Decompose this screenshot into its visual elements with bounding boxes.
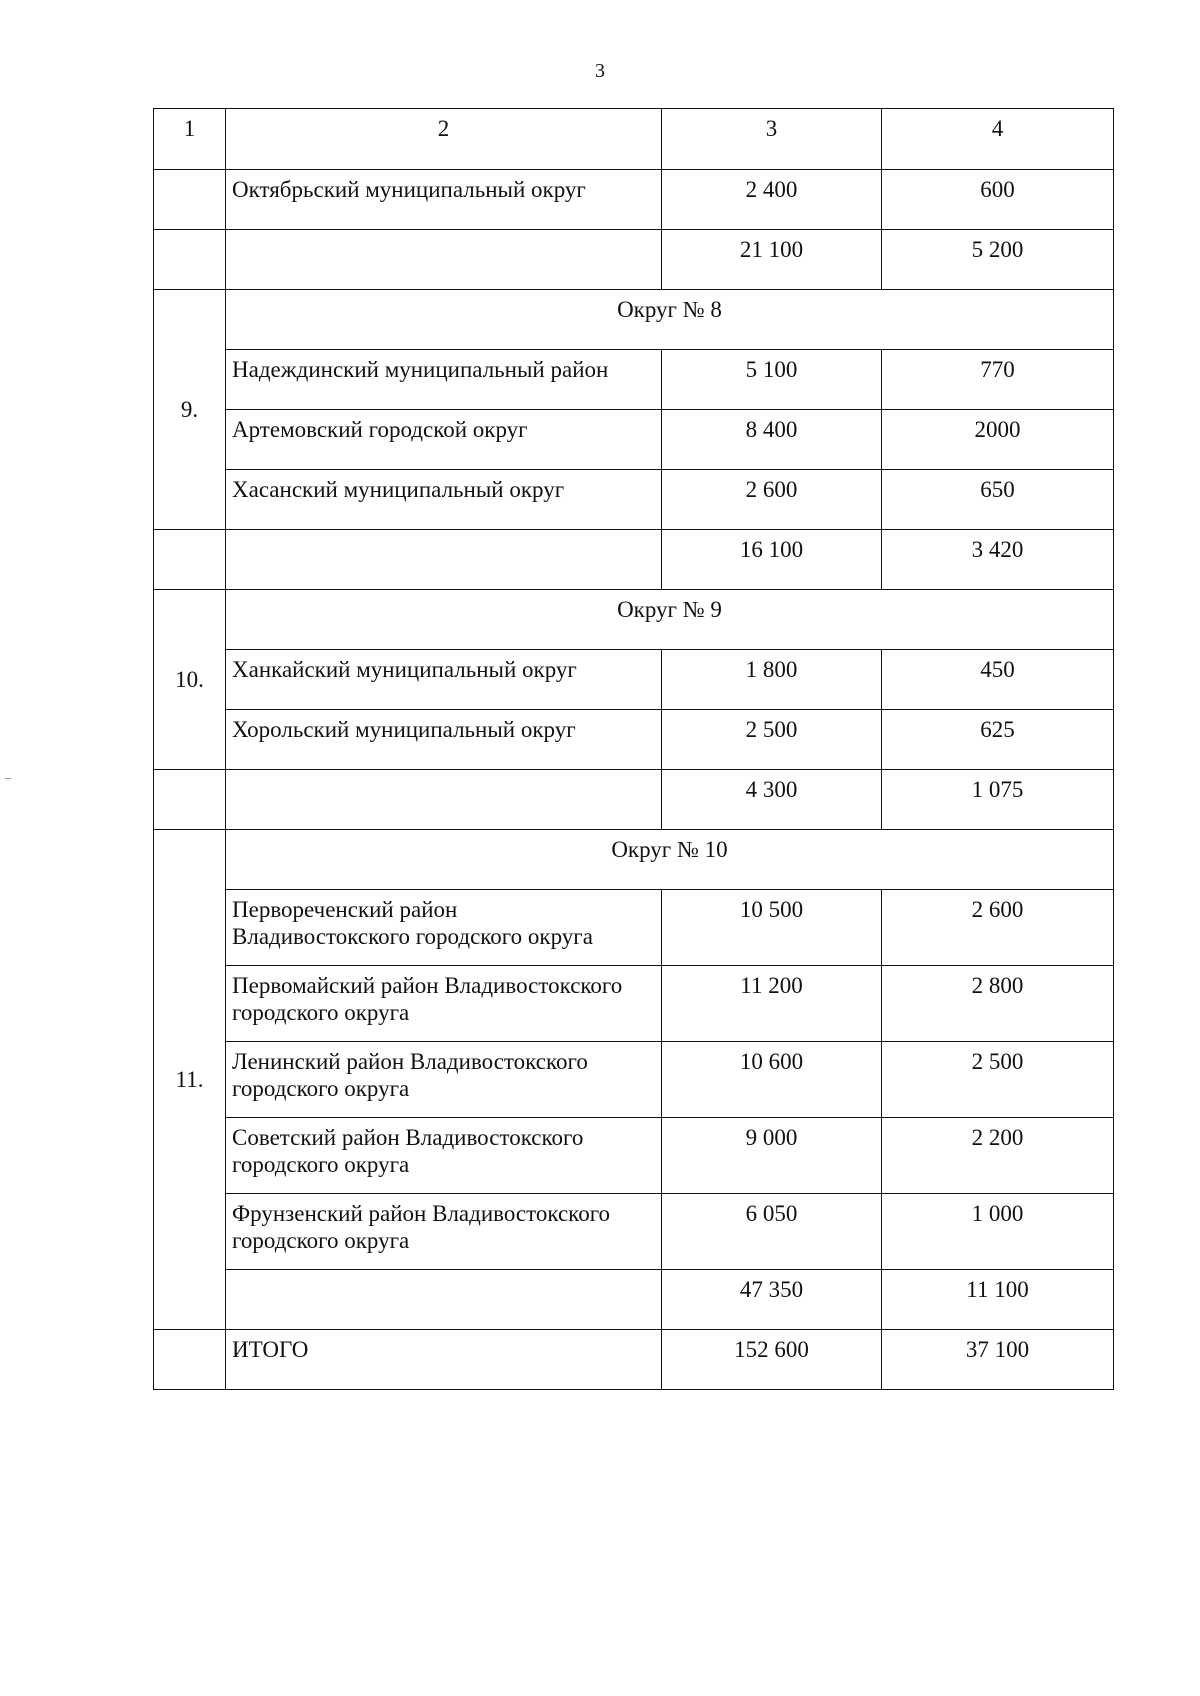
total-row	[154, 1330, 1114, 1390]
name-cell	[226, 890, 662, 966]
name-line: Первореченский район	[232, 897, 458, 922]
name-line: Ленинский район Владивостокского	[232, 1049, 588, 1074]
value-cell: 2 500	[882, 1042, 1114, 1118]
group-index-cell	[154, 590, 226, 770]
value-cell: 2 800	[882, 966, 1114, 1042]
name-cell: Артемовский городской округ	[226, 410, 662, 470]
subtotal-row	[154, 1270, 1114, 1330]
group-title-row	[154, 290, 1114, 350]
page-number: 3	[595, 60, 605, 82]
table-row	[154, 1118, 1114, 1194]
name-line: Советский район Владивостокского	[232, 1125, 584, 1150]
name-cell	[226, 966, 662, 1042]
table-row	[154, 710, 1114, 770]
group-title-row	[154, 830, 1114, 890]
name-line: городского округа	[232, 1152, 410, 1177]
subtotal-row	[154, 530, 1114, 590]
name-line: городского округа	[232, 1228, 410, 1253]
header-cell: 3	[662, 109, 882, 170]
value-cell: 770	[882, 350, 1114, 410]
name-cell	[226, 770, 662, 830]
value-cell: 11 200	[662, 966, 882, 1042]
index-cell	[154, 170, 226, 230]
value-cell: 8 400	[662, 410, 882, 470]
total-label: ИТОГО	[226, 1330, 662, 1390]
name-cell: Хорольский муниципальный округ	[226, 710, 662, 770]
header-cell: 1	[154, 109, 226, 170]
value-cell: 10 500	[662, 890, 882, 966]
value-cell: 4 300	[662, 770, 882, 830]
table-row	[154, 470, 1114, 530]
value-cell: 10 600	[662, 1042, 882, 1118]
group-title: Округ № 10	[226, 830, 1114, 890]
group-index: 10.	[175, 667, 204, 692]
name-line: Фрунзенский район Владивостокского	[232, 1201, 611, 1226]
value-cell: 3 420	[882, 530, 1114, 590]
value-cell: 625	[882, 710, 1114, 770]
name-cell	[226, 1270, 662, 1330]
name-cell	[226, 1042, 662, 1118]
value-cell: 2 500	[662, 710, 882, 770]
header-cell: 4	[882, 109, 1114, 170]
name-cell	[226, 1118, 662, 1194]
group-index: 11.	[175, 1067, 204, 1092]
group-index-cell	[154, 830, 226, 1330]
value-cell: 1 000	[882, 1194, 1114, 1270]
value-cell: 1 800	[662, 650, 882, 710]
table-row	[154, 966, 1114, 1042]
value-cell: 47 350	[662, 1270, 882, 1330]
scan-artifact	[5, 778, 11, 779]
index-cell	[154, 770, 226, 830]
value-cell: 1 075	[882, 770, 1114, 830]
group-title: Округ № 8	[226, 290, 1114, 350]
value-cell: 6 050	[662, 1194, 882, 1270]
name-cell: Ханкайский муниципальный округ	[226, 650, 662, 710]
name-line: Владивостокского городского округа	[232, 924, 593, 949]
group-title-row	[154, 590, 1114, 650]
name-cell	[226, 530, 662, 590]
table-row	[154, 170, 1114, 230]
name-line: городского округа	[232, 1000, 410, 1025]
value-cell: 600	[882, 170, 1114, 230]
table-row	[154, 650, 1114, 710]
subtotal-row	[154, 770, 1114, 830]
name-cell: Октябрьский муниципальный округ	[226, 170, 662, 230]
group-title: Округ № 9	[226, 590, 1114, 650]
name-cell	[226, 1194, 662, 1270]
value-cell: 21 100	[662, 230, 882, 290]
name-cell: Надеждинский муниципальный район	[226, 350, 662, 410]
name-line: Первомайский район Владивостокского	[232, 973, 623, 998]
index-cell	[154, 1330, 226, 1390]
value-cell: 11 100	[882, 1270, 1114, 1330]
table-row	[154, 410, 1114, 470]
value-cell: 2 600	[662, 470, 882, 530]
value-cell: 2 400	[662, 170, 882, 230]
index-cell	[154, 230, 226, 290]
table-row	[154, 350, 1114, 410]
value-cell: 5 100	[662, 350, 882, 410]
value-cell: 2 600	[882, 890, 1114, 966]
value-cell: 9 000	[662, 1118, 882, 1194]
value-cell: 450	[882, 650, 1114, 710]
table-row	[154, 1042, 1114, 1118]
total-value-cell: 152 600	[662, 1330, 882, 1390]
value-cell: 650	[882, 470, 1114, 530]
table-row	[154, 890, 1114, 966]
index-cell	[154, 530, 226, 590]
table-header-row	[154, 109, 1114, 170]
value-cell: 16 100	[662, 530, 882, 590]
value-cell: 2 200	[882, 1118, 1114, 1194]
group-index-cell	[154, 290, 226, 530]
subtotal-row	[154, 230, 1114, 290]
allocation-table	[153, 108, 1114, 1390]
table-row	[154, 1194, 1114, 1270]
name-cell: Хасанский муниципальный округ	[226, 470, 662, 530]
value-cell: 5 200	[882, 230, 1114, 290]
group-index: 9.	[180, 397, 199, 422]
total-value-cell: 37 100	[882, 1330, 1114, 1390]
value-cell: 2000	[882, 410, 1114, 470]
name-cell	[226, 230, 662, 290]
header-cell: 2	[226, 109, 662, 170]
name-line: городского округа	[232, 1076, 410, 1101]
